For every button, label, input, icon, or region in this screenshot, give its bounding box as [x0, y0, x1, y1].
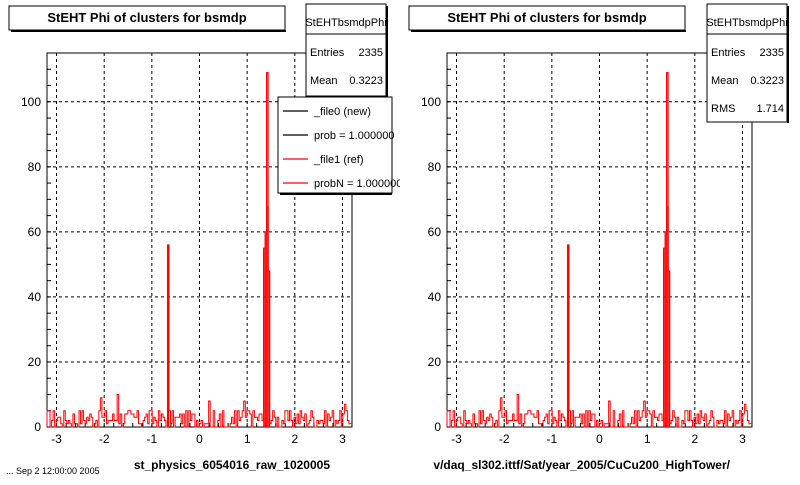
y-tick-label: 40 [427, 289, 441, 304]
stats-value: 2335 [759, 47, 784, 59]
legend-label: prob = 1.000000 [314, 130, 395, 142]
histogram-left [0, 0, 400, 480]
y-tick-label: 40 [27, 289, 41, 304]
legend-label: _file1 (ref) [314, 154, 364, 166]
x-tick-label: 0 [196, 432, 203, 446]
y-tick-label: 0 [34, 420, 41, 434]
x-tick-label: 3 [339, 432, 346, 446]
stats-value: 1.714 [756, 103, 784, 115]
y-tick-label: 20 [427, 354, 441, 369]
y-tick-label: 60 [27, 224, 41, 239]
stats-name: StEHTbsmdpPhi [706, 17, 788, 29]
stats-name: StEHTbsmdpPhi [305, 17, 387, 29]
plot-title: StEHT Phi of clusters for bsmdp [47, 10, 247, 25]
stats-value: 0.3223 [349, 75, 383, 87]
stats-label: RMS [711, 103, 736, 115]
legend-label: _file0 (new) [314, 106, 371, 118]
x-tick-label: -3 [51, 432, 62, 446]
footer-timestamp: ... Sep 2 12:00:00 2005 [6, 466, 100, 476]
x-tick-label: -2 [98, 432, 110, 446]
x-tick-label: 3 [739, 432, 746, 446]
stats-label: Entries [310, 47, 345, 59]
y-tick-label: 0 [434, 420, 441, 434]
x-tick-label: 0 [596, 432, 603, 446]
stats-value: 2335 [358, 47, 383, 59]
histogram-pad-left [0, 0, 400, 480]
stats-value: 0.3223 [750, 75, 784, 87]
histogram-pad-right [400, 0, 800, 480]
x-tick-label: -2 [498, 432, 510, 446]
x-tick-label: 2 [291, 432, 299, 446]
y-tick-label: 80 [427, 159, 441, 174]
y-tick-label: 20 [27, 354, 41, 369]
stats-label: Mean [711, 75, 739, 87]
y-tick-label: 80 [27, 159, 41, 174]
x-tick-label: 1 [243, 432, 251, 446]
y-tick-label: 100 [420, 94, 441, 109]
stats-label: Mean [310, 75, 338, 87]
x-tick-label: -1 [146, 432, 158, 446]
x-tick-label: -1 [546, 432, 558, 446]
stats-label: Entries [711, 47, 746, 59]
x-tick-label: 2 [691, 432, 699, 446]
histogram-right [400, 0, 800, 480]
legend-label: probN = 1.000000 [314, 178, 400, 190]
plot-title: StEHT Phi of clusters for bsmdp [447, 10, 647, 25]
x-axis-title: v/daq_sl302.ittf/Sat/year_2005/CuCu200_HighTower/ [433, 458, 730, 472]
x-tick-label: 1 [643, 432, 651, 446]
y-tick-label: 60 [427, 224, 441, 239]
y-tick-label: 100 [20, 94, 41, 109]
x-axis-title: st_physics_6054016_raw_1020005 [133, 458, 330, 472]
x-tick-label: -3 [451, 432, 462, 446]
